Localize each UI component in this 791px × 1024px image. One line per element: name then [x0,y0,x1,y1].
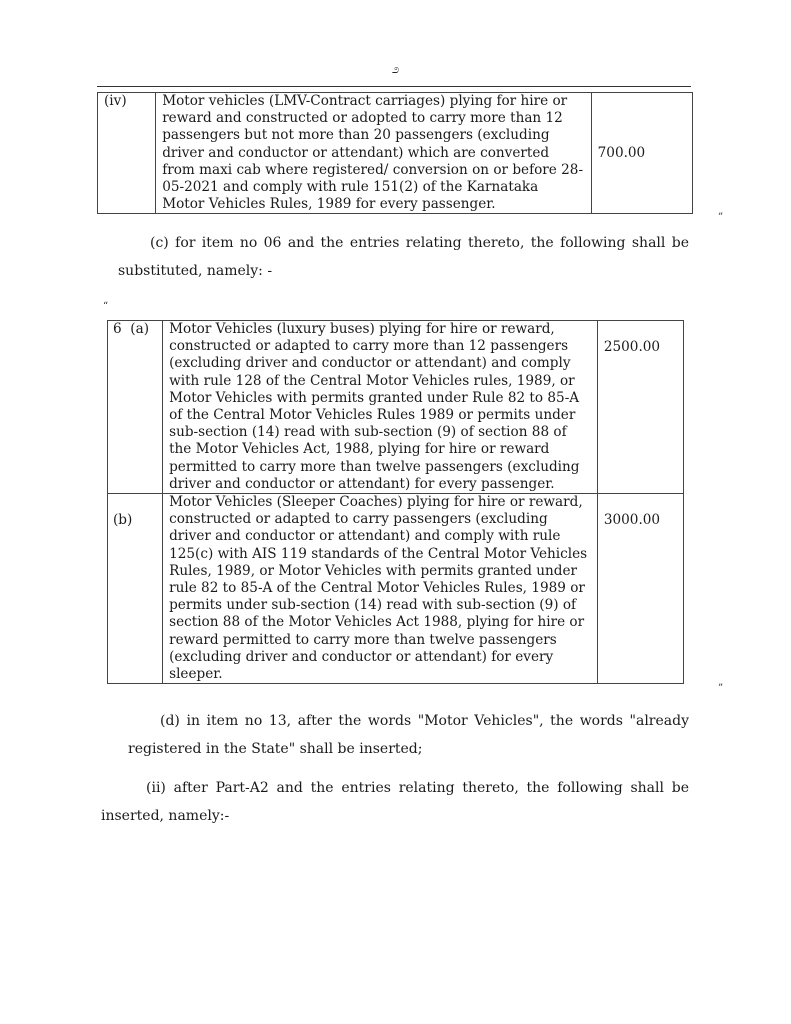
description-cell: Motor vehicles (LMV-Contract carriages) plying for hire or reward and constructed or adopted to carry more than 12 passengers but not more than 20 passengers (excluding driver and conductor or attendant) which are converted from maxi cab where registered/ conversion on or before 28-05-2021 and comply with rule 151(2) of the Karnataka Motor Vehicles Rules, 1989 for every passenger. [156,93,591,214]
item-number-cell: 6 (a) [108,321,163,494]
open-quote-mark: “ [103,301,109,312]
paragraph-c-text: (c) for item no 06 and the entries relating thereto, the following shall be substituted, namely: - [118,235,689,279]
description-cell: Motor Vehicles (Sleeper Coaches) plying for hire or reward, constructed or adapted to carry passengers (excluding driver and conductor or attendant) and comply with rule 125(c) with AIS 119 standards of the Central Motor Vehicles Rules, 1989, or Motor Vehicles with permits granted under rule 82 to 85-A of the Central Motor Vehicles Rules, 1989 or permits under sub-section (14) read with sub-section (9) of section 88 of the Motor Vehicles Act 1988, plying for hire or reward permitted to carry more than twelve passengers (excluding driver and conductor or attendant) for every sleeper. [163,494,598,684]
table-row [108,321,684,494]
table-row [98,93,693,214]
header-rule [97,86,691,87]
fee-table-item-6 [107,320,684,684]
item-number-cell: (iv) [98,93,156,214]
paragraph-ii-text: (ii) after Part-A2 and the entries relating thereto, the following shall be inserted, namely:- [101,780,689,824]
table-row [108,494,684,684]
paragraph-ii [101,774,689,830]
paragraph-d-text: (d) in item no 13, after the words "Motor Vehicles", the words "already registered in the State" shall be inserted; [128,713,689,757]
page-number: ೨ [391,62,400,77]
paragraph-d [128,707,689,763]
item-number-cell: (b) [108,494,163,684]
close-quote-mark: ” [718,212,724,223]
close-quote-mark: ” [718,683,724,694]
description-cell: Motor Vehicles (luxury buses) plying for hire or reward, constructed or adapted to carry more than 12 passengers (excluding driver and conductor or attendant) and comply with rule 128 of the Central Motor Vehicles rules, 1989, or Motor Vehicles with permits granted under Rule 82 to 85-A of the Central Motor Vehicles Rules 1989 or permits under sub-section (14) read with sub-section (9) of section 88 of the Motor Vehicles Act, 1988, plying for hire or reward permitted to carry more than twelve passengers (excluding driver and conductor or attendant) for every passenger. [163,321,598,494]
amount-cell: 3000.00 [597,494,683,684]
amount-cell: 700.00 [591,93,692,214]
paragraph-c [118,229,689,285]
amount-cell: 2500.00 [597,321,683,494]
fee-table-item-iv [97,92,693,214]
